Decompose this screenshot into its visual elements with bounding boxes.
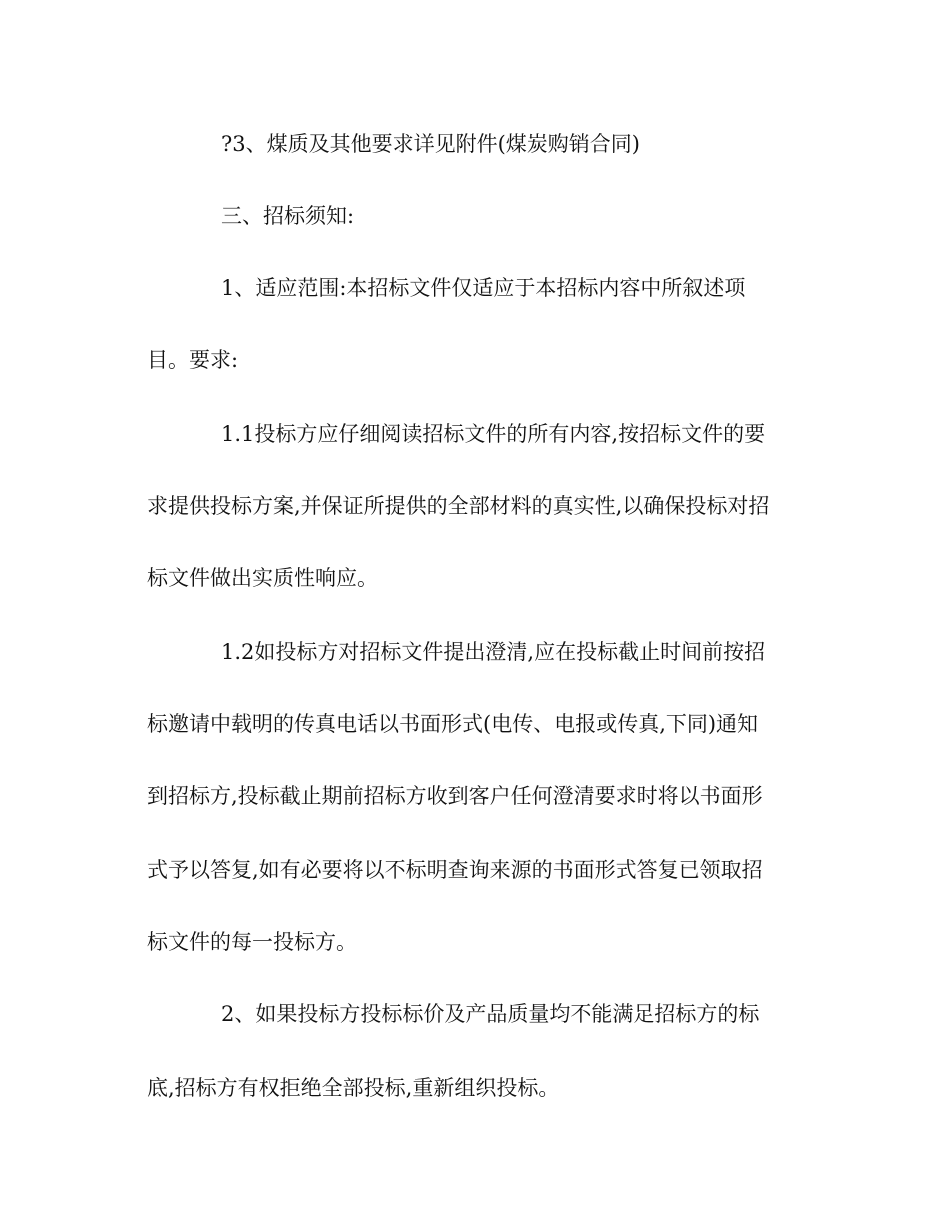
text-line: 标邀请中载明的传真电话以书面形式(电传、电报或传真,下同)通知 bbox=[147, 712, 759, 736]
text-line: 式予以答复,如有必要将以不标明查询来源的书面形式答复已领取招 bbox=[147, 858, 763, 882]
text-line: 1.1投标方应仔细阅读招标文件的所有内容,按招标文件的要 bbox=[221, 422, 766, 446]
text-line: 目。要求: bbox=[147, 348, 239, 372]
text-line: 求提供投标方案,并保证所提供的全部材料的真实性,以确保投标对招 bbox=[147, 494, 770, 518]
text-line: 标文件的每一投标方。 bbox=[147, 930, 357, 954]
text-line: 2、如果投标方投标标价及产品质量均不能满足招标方的标 bbox=[221, 1002, 760, 1026]
text-line: 三、招标须知: bbox=[221, 204, 355, 228]
text-line: ?3、煤质及其他要求详见附件(煤炭购销合同) bbox=[221, 132, 641, 156]
text-line: 底,招标方有权拒绝全部投标,重新组织投标。 bbox=[147, 1076, 560, 1100]
text-line: 标文件做出实质性响应。 bbox=[147, 566, 378, 590]
text-line: 1.2如投标方对招标文件提出澄清,应在投标截止时间前按招 bbox=[221, 640, 766, 664]
text-line: 到招标方,投标截止期前招标方收到客户任何澄清要求时将以书面形 bbox=[147, 784, 763, 808]
text-line: 1、适应范围:本招标文件仅适应于本招标内容中所叙述项 bbox=[221, 276, 746, 300]
